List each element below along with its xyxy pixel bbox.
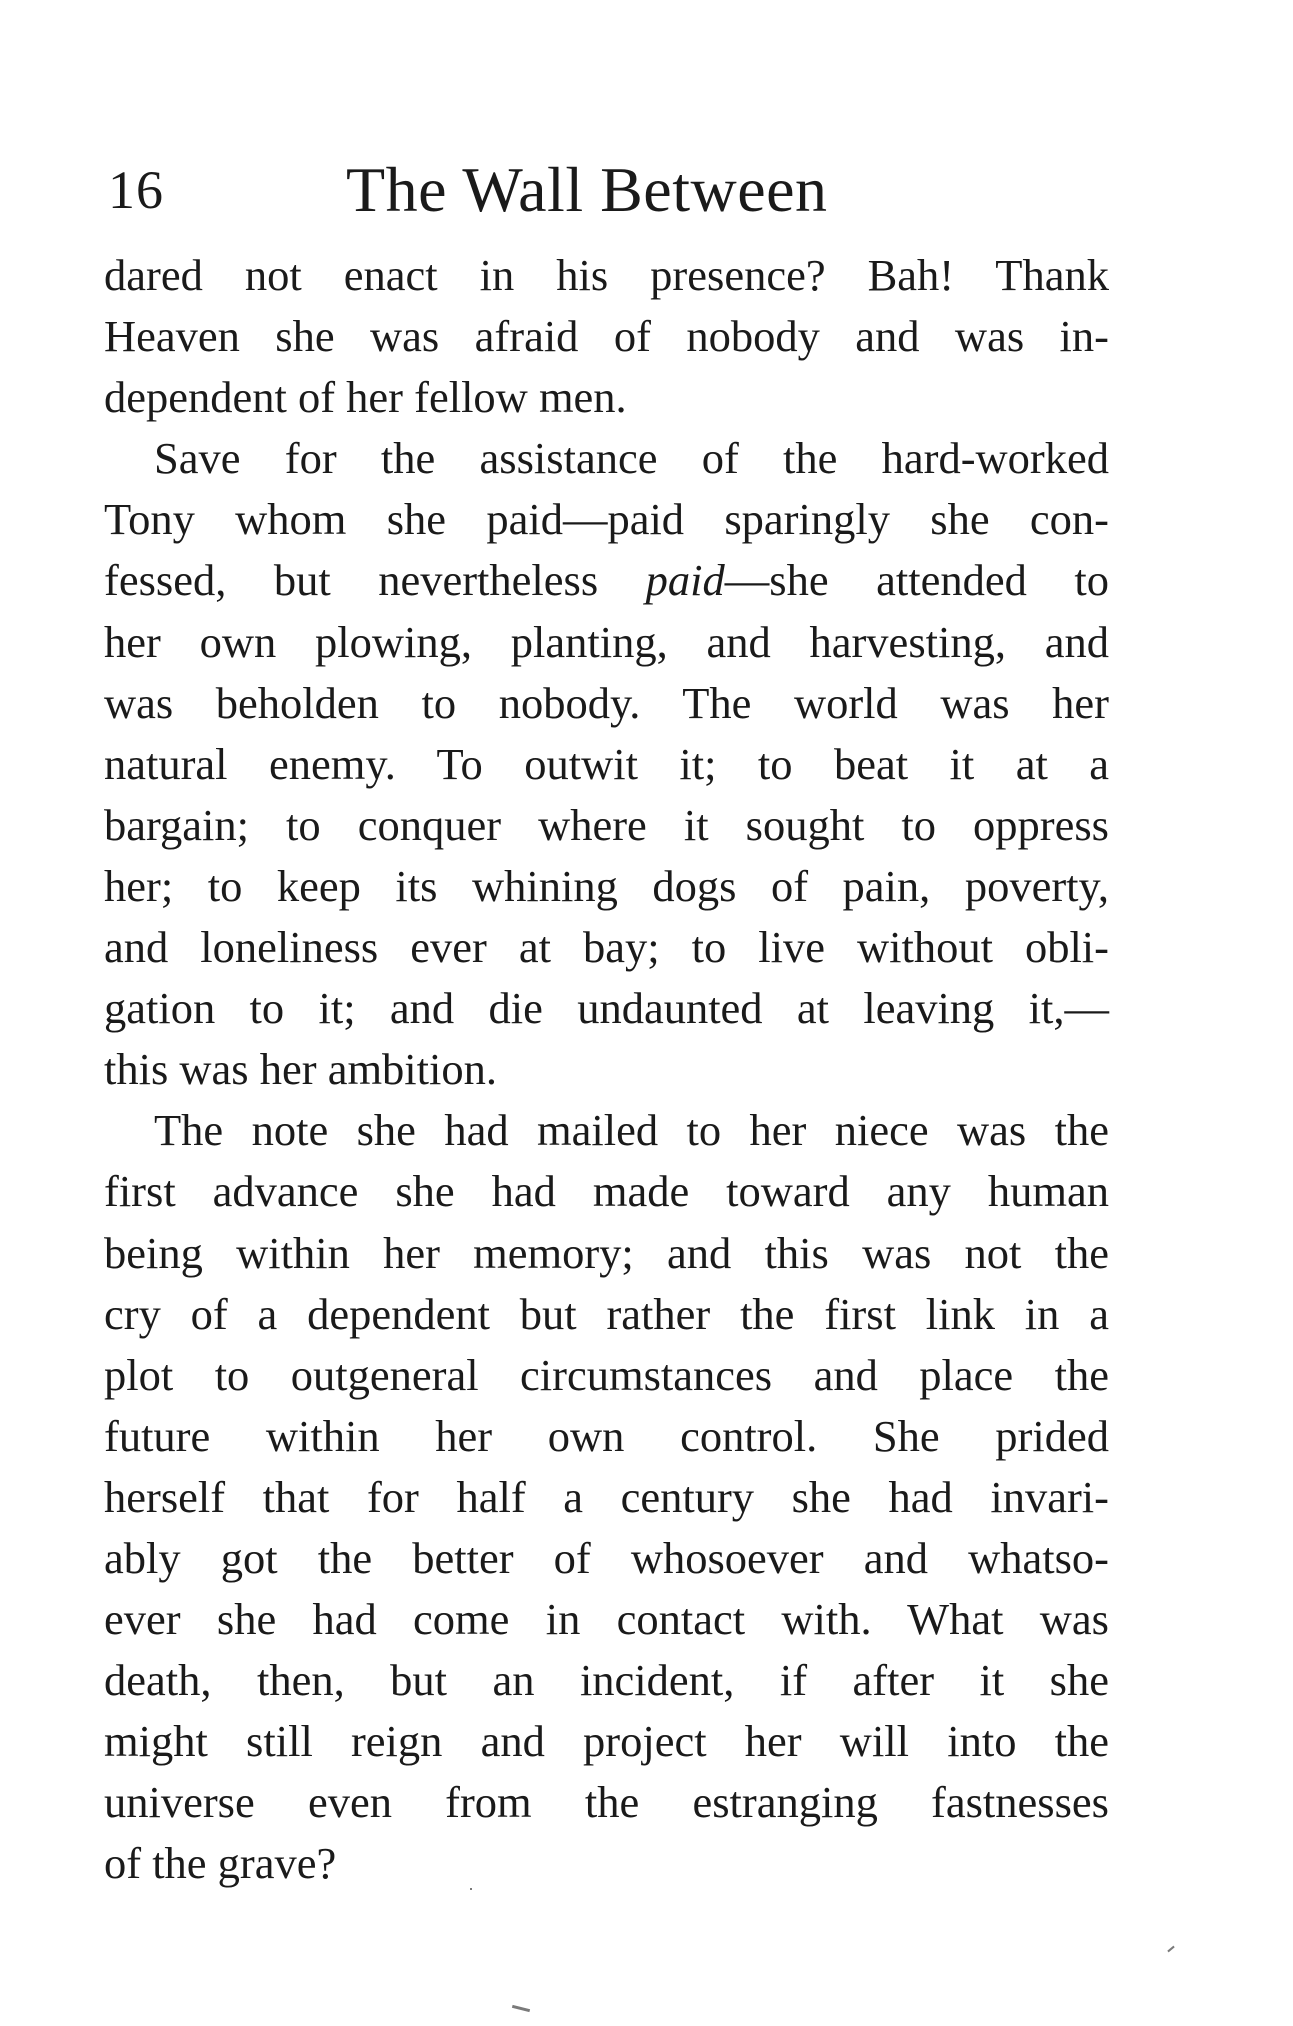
text-line: cry of a dependent but rather the first link in a xyxy=(104,1288,1109,1339)
text-line: dared not enact in his presence? Bah! Thank xyxy=(104,250,1109,300)
paragraph-3 xyxy=(104,1100,1109,1894)
page-header xyxy=(108,150,1108,230)
text-segment: —she attended to xyxy=(724,555,1109,606)
text-line: Heaven she was afraid of nobody and was in- xyxy=(104,311,1109,362)
running-title: The Wall Between xyxy=(346,154,828,225)
text-line: bargain; to conquer where it sought to oppress xyxy=(104,799,1109,850)
text-line xyxy=(104,550,1109,611)
text-line: Save for the assistance of the hard-worked xyxy=(154,433,1109,484)
text-line: of the grave? xyxy=(104,1838,337,1889)
text-line: this was her ambition. xyxy=(104,1044,498,1095)
text-line: future within her own control. She prided xyxy=(104,1410,1109,1461)
paragraph-2 xyxy=(104,428,1109,1100)
text-line: gation to it; and die undaunted at leaving it,— xyxy=(104,983,1109,1034)
text-line: being within her memory; and this was not the xyxy=(104,1227,1109,1278)
text-line: ably got the better of whosoever and whatso- xyxy=(104,1532,1109,1583)
text-line: natural enemy. To outwit it; to beat it at a xyxy=(104,738,1109,789)
text-line: The note she had mailed to her niece was the xyxy=(154,1105,1109,1156)
text-segment: fessed, but nevertheless xyxy=(104,555,646,606)
body-text xyxy=(104,245,1109,1895)
paragraph-1 xyxy=(104,245,1109,428)
text-line: plot to outgeneral circumstances and place the xyxy=(104,1349,1109,1400)
scan-mark xyxy=(512,2005,530,2012)
text-line: dependent of her fellow men. xyxy=(104,372,627,423)
text-line: death, then, but an incident, if after it she xyxy=(104,1655,1109,1706)
text-line: herself that for half a century she had invari- xyxy=(104,1471,1109,1522)
text-line: her own plowing, planting, and harvesting, and xyxy=(104,616,1109,667)
text-line: her; to keep its whining dogs of pain, poverty, xyxy=(104,860,1109,911)
text-line: and loneliness ever at bay; to live without obli- xyxy=(104,922,1109,973)
text-line: might still reign and project her will into the xyxy=(104,1716,1109,1767)
page-number: 16 xyxy=(108,160,164,220)
text-line: was beholden to nobody. The world was her xyxy=(104,677,1109,728)
scan-mark xyxy=(1167,1946,1174,1953)
scan-mark xyxy=(470,1888,472,1890)
text-line: first advance she had made toward any human xyxy=(104,1166,1109,1217)
text-line: ever she had come in contact with. What was xyxy=(104,1594,1109,1645)
text-line: Tony whom she paid—paid sparingly she con- xyxy=(104,494,1109,545)
text-line: universe even from the estranging fastnesses xyxy=(104,1777,1109,1828)
emphasized-word: paid xyxy=(645,555,725,606)
